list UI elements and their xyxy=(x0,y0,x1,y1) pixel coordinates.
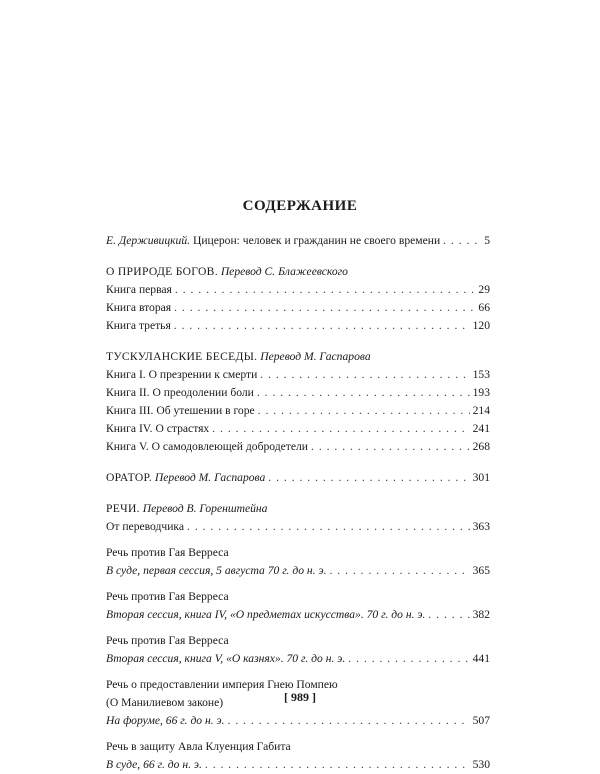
translator-credit: Перевод В. Горенштейна xyxy=(142,502,268,515)
dot-leader xyxy=(205,756,470,774)
page-number: 214 xyxy=(472,404,490,417)
page-number: 365 xyxy=(472,564,490,577)
toc-entry: В суде, первая сессия, 5 августа 70 г. до н. э. . . . 365 xyxy=(106,562,490,580)
page-number: 301 xyxy=(472,471,490,484)
section-heading-speeches: РЕЧИ. Перевод В. Горенштейна xyxy=(106,502,268,515)
page-folio: [ 989 ] xyxy=(284,690,316,704)
dot-leader xyxy=(443,232,481,250)
dot-leader xyxy=(175,281,476,299)
toc-entry-intro xyxy=(106,232,490,250)
speech-title: Речь против Гая Верреса xyxy=(106,634,229,647)
page-number: 153 xyxy=(472,368,490,381)
toc-entry: Книга вторая . . . 66 xyxy=(106,299,490,317)
dot-leader xyxy=(212,420,469,438)
translator-credit: Перевод С. Блажеевского xyxy=(220,265,348,278)
page-number: 241 xyxy=(472,422,490,435)
speech-title: Речь против Гая Верреса xyxy=(106,590,229,603)
toc-entry: В суде, 66 г. до н. э. . . . 530 xyxy=(106,756,490,774)
intro-title: Цицерон: человек и гражданин не своего времени xyxy=(192,234,441,247)
toc-entry: На форуме, 66 г. до н. э. . . . 507 xyxy=(106,712,490,730)
toc-entry: Книга IV. О страстях . . . 241 xyxy=(106,420,490,438)
page-number: 441 xyxy=(472,652,490,665)
section-heading-nature: О ПРИРОДЕ БОГОВ. Перевод С. Блажеевского xyxy=(106,265,348,278)
toc-entry: Книга V. О самодовлеющей добродетели . . . 268 xyxy=(106,438,490,456)
page-number: 5 xyxy=(484,234,490,247)
page-number: 29 xyxy=(478,283,490,296)
toc-entry: Книга I. О презрении к смерти . . . 153 xyxy=(106,366,490,384)
speech-subtitle: (О Манилиевом законе) xyxy=(106,696,224,709)
page-number: 120 xyxy=(472,319,490,332)
toc-entry: Книга третья . . . 120 xyxy=(106,317,490,335)
page-number: 268 xyxy=(472,440,490,453)
page-number: 382 xyxy=(472,608,490,621)
dot-leader xyxy=(311,438,470,456)
dot-leader xyxy=(187,518,470,536)
translator-credit: Перевод М. Гаспарова xyxy=(260,350,371,363)
speech-title: Речь о предоставлении империя Гнею Помпею xyxy=(106,678,338,691)
toc-entry-orator: ОРАТОР. Перевод М. Гаспарова . . . 301 xyxy=(106,469,490,487)
dot-leader xyxy=(228,712,470,730)
page-number: 66 xyxy=(478,301,490,314)
toc-entry: Вторая сессия, книга IV, «О предметах искусства». 70 г. до н. э. . . . 382 xyxy=(106,606,490,624)
dot-leader xyxy=(174,317,470,335)
dot-leader xyxy=(260,366,469,384)
page-number: 507 xyxy=(472,714,490,727)
dot-leader xyxy=(329,562,469,580)
dot-leader xyxy=(428,606,469,624)
toc-entry: Вторая сессия, книга V, «О казнях». 70 г. до н. э. . . . 441 xyxy=(106,650,490,668)
page-number: 530 xyxy=(472,758,490,771)
dot-leader xyxy=(258,402,470,420)
toc-entry: Книга первая . . . 29 xyxy=(106,281,490,299)
toc-entry: От переводчика . . . 363 xyxy=(106,518,490,536)
page-number: 193 xyxy=(472,386,490,399)
dot-leader xyxy=(257,384,470,402)
dot-leader xyxy=(174,299,475,317)
dot-leader xyxy=(348,650,469,668)
speech-title: Речь против Гая Верреса xyxy=(106,546,229,559)
speech-title: Речь в защиту Авла Клуенция Габита xyxy=(106,740,291,753)
page-title: СОДЕРЖАНИЕ xyxy=(242,198,358,214)
section-heading-tusculan: ТУСКУЛАНСКИЕ БЕСЕДЫ. Перевод М. Гаспарова xyxy=(106,350,371,363)
toc-entry: Книга II. О преодолении боли . . . 193 xyxy=(106,384,490,402)
dot-leader xyxy=(268,469,469,487)
intro-author: Е. Держивицкий. xyxy=(106,234,191,247)
page-number: 363 xyxy=(472,520,490,533)
toc-entry: Книга III. Об утешении в горе . . . 214 xyxy=(106,402,490,420)
translator-credit: Перевод М. Гаспарова xyxy=(154,471,266,484)
